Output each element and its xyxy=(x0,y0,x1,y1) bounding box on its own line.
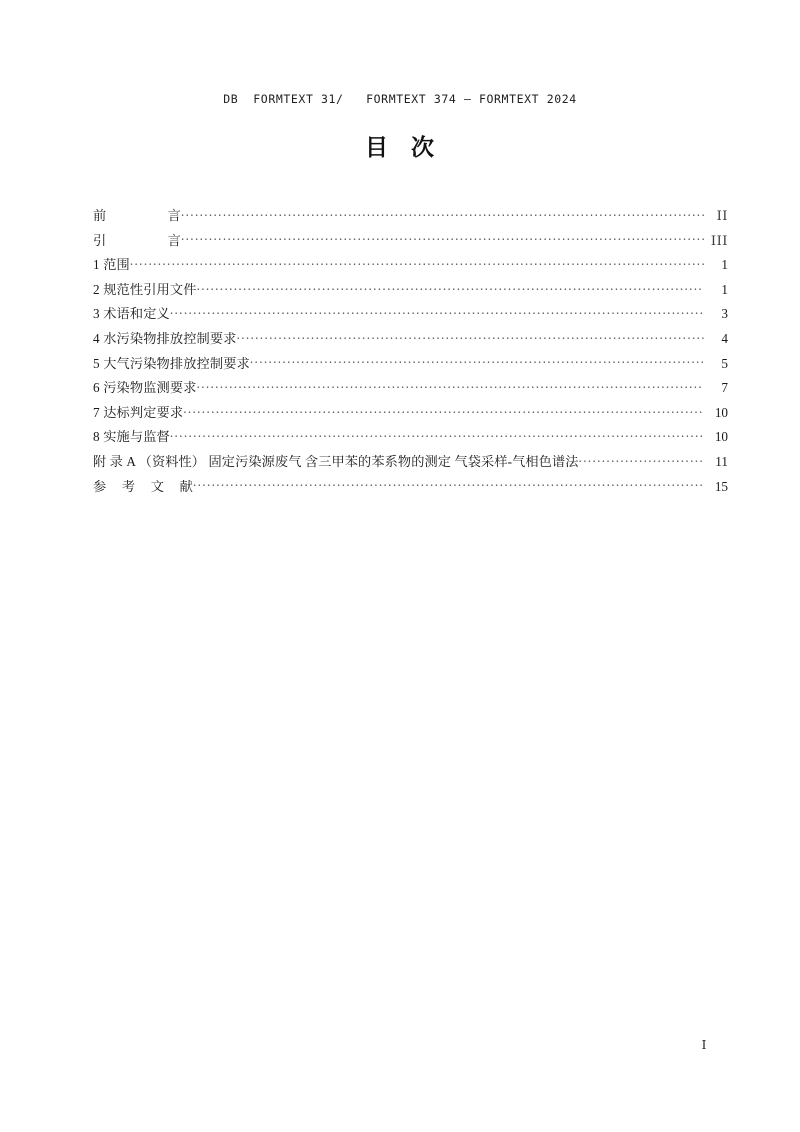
toc-dot-leader xyxy=(197,281,704,294)
toc-dot-leader xyxy=(579,453,704,466)
toc-dot-leader xyxy=(250,354,704,367)
toc-dot-leader xyxy=(237,330,704,343)
page-title xyxy=(0,129,800,162)
toc-dot-leader xyxy=(183,404,704,417)
toc-entry-label xyxy=(93,230,181,249)
toc-entry[interactable] xyxy=(93,205,728,230)
toc-page-number: 3 xyxy=(721,306,728,322)
toc-entry[interactable] xyxy=(93,303,728,328)
toc-entry[interactable] xyxy=(93,451,728,476)
toc-page-number: III xyxy=(710,233,728,249)
toc-entry[interactable] xyxy=(93,377,728,402)
toc-entry-label: 3 术语和定义 xyxy=(93,306,170,322)
toc-page-number: II xyxy=(716,209,728,224)
toc-dot-leader xyxy=(130,256,704,269)
toc-page-number: 15 xyxy=(714,478,728,494)
toc-entry-label xyxy=(93,205,181,224)
toc-page-number: 4 xyxy=(721,330,728,346)
toc-entry-label xyxy=(93,476,193,495)
toc-entry[interactable] xyxy=(93,254,728,279)
toc-page-number: 7 xyxy=(721,380,728,396)
toc-label-char: 言 xyxy=(167,232,181,248)
table-of-contents xyxy=(93,205,728,500)
toc-label-char: 考 xyxy=(121,478,136,494)
toc-dot-leader xyxy=(170,305,704,318)
document-running-header: DB FORMTEXT 31/ FORMTEXT 374 — FORMTEXT 2024 xyxy=(223,92,577,106)
toc-dot-leader xyxy=(181,207,704,220)
toc-page-number: 5 xyxy=(721,355,728,371)
toc-page-number: 1 xyxy=(721,257,728,273)
toc-dot-leader xyxy=(170,428,704,441)
document-footer xyxy=(0,1038,800,1052)
toc-entry-label: 8 实施与监督 xyxy=(93,429,170,445)
toc-label-char: 参 xyxy=(93,478,107,494)
toc-entry-label: 4 水污染物排放控制要求 xyxy=(93,330,237,346)
toc-page-number: 11 xyxy=(715,453,728,469)
toc-entry[interactable] xyxy=(93,279,728,304)
toc-entry-label: 1 范围 xyxy=(93,257,130,273)
toc-entry[interactable] xyxy=(93,476,728,501)
toc-page-number: 1 xyxy=(721,281,728,297)
toc-entry[interactable] xyxy=(93,402,728,427)
toc-entry-label: 5 大气污染物排放控制要求 xyxy=(93,355,250,371)
page-title-char-2: 次 xyxy=(411,135,435,160)
toc-entry[interactable] xyxy=(93,328,728,353)
toc-page-number: 10 xyxy=(714,404,728,420)
page-title-char-1: 目 xyxy=(365,135,389,160)
toc-entry-label: 7 达标判定要求 xyxy=(93,404,184,420)
toc-entry[interactable] xyxy=(93,353,728,378)
toc-label-char: 前 xyxy=(93,208,107,223)
toc-label-char: 献 xyxy=(179,478,193,494)
toc-dot-leader xyxy=(193,477,704,490)
toc-entry-label: 2 规范性引用文件 xyxy=(93,281,197,297)
toc-entry-label: 附 录 A （资料性） 固定污染源废气 含三甲苯的苯系物的测定 气袋采样-气相色谱法 xyxy=(93,453,579,469)
footer-page-number: I xyxy=(701,1038,707,1052)
toc-dot-leader xyxy=(181,231,704,244)
toc-page-number: 10 xyxy=(714,429,728,445)
toc-dot-leader xyxy=(197,379,704,392)
toc-label-char: 言 xyxy=(167,208,181,223)
toc-entry-label: 6 污染物监测要求 xyxy=(93,380,197,396)
toc-entry[interactable] xyxy=(93,230,728,255)
toc-label-char: 文 xyxy=(150,478,165,494)
toc-entry[interactable] xyxy=(93,426,728,451)
toc-label-char: 引 xyxy=(93,232,107,248)
